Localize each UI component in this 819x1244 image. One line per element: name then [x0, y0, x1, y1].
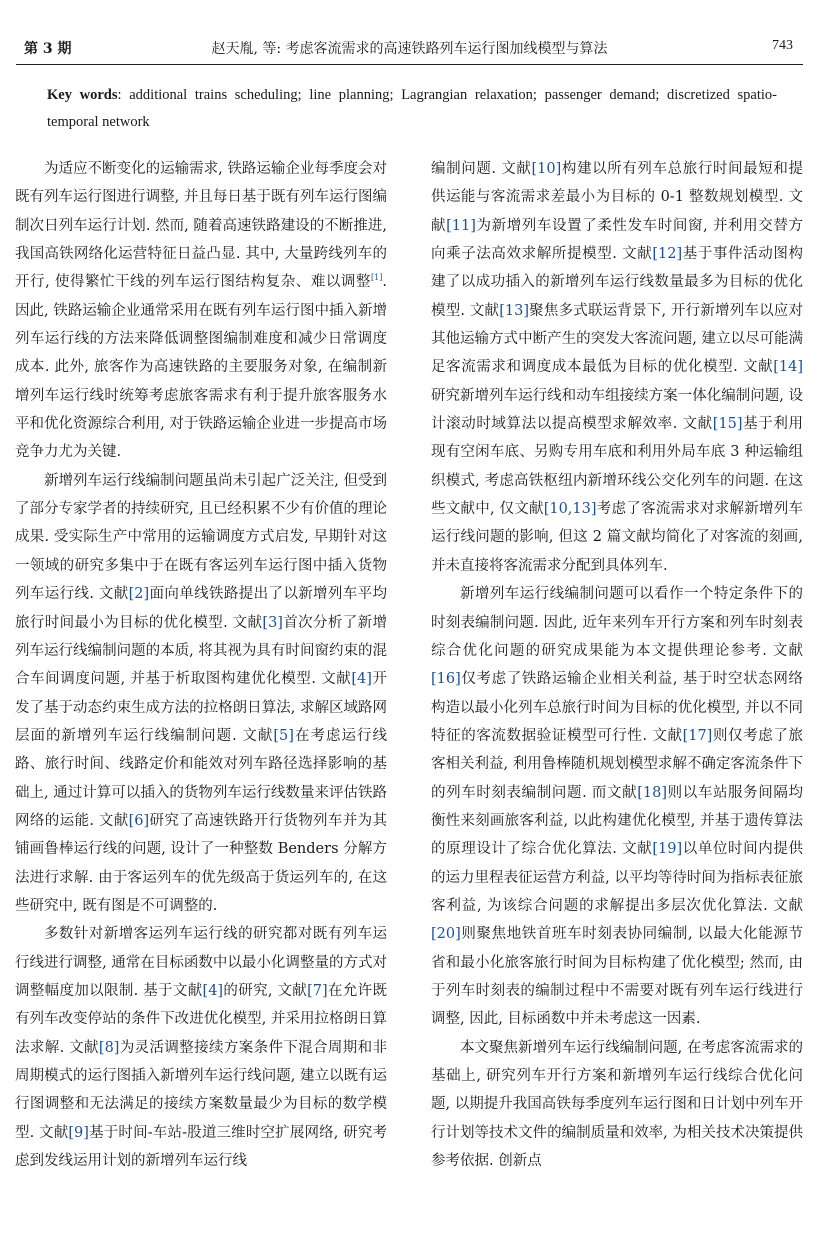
left-column	[15, 155, 387, 1235]
citation-ref[interactable]: [17]	[682, 727, 713, 744]
keywords-text: : additional trains scheduling; line planning; Lagrangian relaxation; passenger demand; discretized spatio-temporal network	[47, 87, 777, 130]
citation-ref[interactable]: [20]	[431, 926, 461, 943]
running-header	[16, 30, 803, 65]
citation-ref[interactable]: [15]	[712, 416, 743, 433]
body-paragraph: 本文聚焦新增列车运行线编制问题, 在考虑客流需求的基础上, 研究列车开行方案和新增列车运行线综合优化问题, 以期提升我国高铁每季度列车运行图和日计划中列车开行计划等技术文件的编制质量和效率, 为相关技术决策提供参考依据. 创新点	[431, 1039, 803, 1170]
citation-ref[interactable]: [19]	[652, 841, 683, 858]
citation-ref[interactable]: [9]	[68, 1124, 89, 1141]
body-paragraph: 为适应不断变化的运输需求, 铁路运输企业每季度会对既有列车运行图进行调整, 并且每日基于既有列车运行图编制次日列车运行计划. 然而, 随着高速铁路建设的不断推进, 我国高铁网络化运营特征日益凸显. 其中, 大量跨线列车的开行, 使得繁忙干线的列车运行图结构复杂、难以调整[1]. 因此, 铁路运输企业通常采用在既有列车运行图中插入新增列车运行线的方法来降低调整图编制难度和减少日常调度成本. 此外, 旅客作为高速铁路的主要服务对象, 在编制新增列车运行线时统筹考虑旅客需求有利于提升旅客服务水平和优化资源综合利用, 对于铁路运输企业进一步提高市场竞争力尤为关键.	[15, 161, 387, 461]
citation-ref[interactable]: [3]	[262, 614, 283, 631]
keywords-block	[47, 82, 777, 136]
body-paragraph: 新增列车运行线编制问题虽尚未引起广泛关注, 但受到了部分专家学者的持续研究, 且已经积累不少有价值的理论成果. 受实际生产中常用的运输调度方式启发, 早期针对这一领域的研究多集中于在既有客运列车运行图中插入货物列车运行线. 文献[2]面向单线铁路提出了以新增列车平均旅行时间最小为目标的优化模型. 文献[3]首次分析了新增列车运行线编制问题的本质, 将其视为具有时间窗约束的混合车间调度问题, 并基于析取图构建优化模型. 文献[4]开发了基于动态约束生成方法的拉格朗日算法, 求解区域路网层面的新增列车运行线编制问题. 文献[5]在考虑运行线路、旅行时间、线路定价和能效对列车路径选择影响的基础上, 通过计算可以插入的货物列车运行线数量来评估铁路网络的运能. 文献[6]研究了高速铁路开行货物列车并为其铺画鲁棒运行线的问题, 设计了一种整数 Benders 分解方法进行求解. 由于客运列车的优先级高于货运列车的, 在这些研究中, 既有图是不可调整的.	[15, 472, 387, 914]
citation-ref[interactable]: [6]	[128, 812, 150, 829]
body-paragraph: 编制问题. 文献[10]构建以所有列车总旅行时间最短和提供运能与客流需求差最小为目标的 0-1 整数规划模型. 文献[11]为新增列车设置了柔性发车时间窗, 并利用交替方向乘子法高效求解所提模型. 文献[12]基于事件活动图构建了以成功插入的新增列车运行线数量最多为目标的优化模型. 文献[13]聚焦多式联运背景下, 开行新增列车以应对其他运输方式中断产生的突发大客流问题, 建立以尽可能满足客流需求和调度成本最低为目标的优化模型. 文献[14]研究新增列车运行线和动车组接续方案一体化编制问题, 设计滚动时域算法以提高模型求解效率. 文献[15]基于利用现有空闲车底、另购专用车底和利用外局车底 3 种运输组织模式, 考虑高铁枢纽内新增环线公交化列车的问题. 在这些文献中, 仅文献[10,13]考虑了客流需求对求解新增列车运行线问题的影响, 但这 2 篇文献均简化了对客流的刻画, 并未直接将客流需求分配到具体列车.	[431, 161, 803, 574]
issue-label: 第 3 期	[24, 41, 72, 57]
body-paragraph: 多数针对新增客运列车运行线的研究都对既有列车运行线进行调整, 通常在目标函数中以最小化调整量的方式对调整幅度加以限制. 基于文献[4]的研究, 文献[7]在允许既有列车改变停站的条件下改进优化模型, 并采用拉格朗日算法求解. 文献[8]为灵活调整接续方案条件下混合周期和非周期模式的运行图插入新增列车运行线问题, 建立以既有运行图调整和无法满足的接续方案数量最少为目标的数学模型. 文献[9]基于时间-车站-股道三维时空扩展网络, 研究考虑到发线运用计划的新增列车运行线	[15, 926, 387, 1170]
citation-ref[interactable]: [4]	[351, 671, 372, 688]
citation-ref[interactable]: [5]	[273, 727, 294, 744]
citation-ref[interactable]: [13]	[499, 302, 529, 319]
right-column	[431, 155, 803, 1235]
citation-ref[interactable]: [7]	[307, 982, 328, 999]
citation-ref[interactable]: [1]	[371, 273, 383, 283]
body-paragraph: 新增列车运行线编制问题可以看作一个特定条件下的时刻表编制问题. 因此, 近年来列车开行方案和列车时刻表综合优化问题的研究成果能为本文提供理论参考. 文献[16]仅考虑了铁路运输企业相关利益, 基于时空状态网络构造以最小化列车总旅行时间为目标的优化模型, 并以不同特征的客流数据验证模型可行性. 文献[17]则仅考虑了旅客相关利益, 利用鲁棒随机规划模型求解不确定客流条件下的列车时刻表编制问题. 而文献[18]则以车站服务间隔均衡性来刻画旅客利益, 以此构建优化模型, 并基于遗传算法的原理设计了综合优化算法. 文献[19]以单位时间内提供的运力里程表征运营方利益, 以平均等待时间为指标表征旅客利益, 为该综合问题的求解提出多层次优化算法. 文献[20]则聚焦地铁首班车时刻表协同编制, 以最大化能源节省和最小化旅客旅行时间为目标构建了优化模型; 然而, 由于列车时刻表的编制过程中不需要对既有列车运行线进行调整, 因此, 目标函数中并未考虑这一因素.	[431, 586, 803, 1028]
citation-ref[interactable]: [18]	[637, 784, 668, 801]
citation-ref[interactable]: [14]	[773, 359, 803, 376]
citation-ref[interactable]: [10]	[531, 161, 562, 177]
citation-ref[interactable]: [12]	[652, 246, 683, 263]
header-title: 赵天胤, 等: 考虑客流需求的高速铁路列车运行图加线模型与算法	[211, 41, 608, 57]
keywords-label: Key words	[47, 87, 118, 103]
citation-ref[interactable]: [10,13]	[543, 501, 597, 518]
citation-ref[interactable]: [16]	[431, 671, 461, 688]
citation-ref[interactable]: [8]	[98, 1039, 120, 1056]
citation-ref[interactable]: [4]	[202, 982, 224, 999]
citation-ref[interactable]: [2]	[128, 586, 150, 603]
citation-ref[interactable]: [11]	[446, 217, 476, 234]
page-number: 743	[772, 38, 793, 53]
